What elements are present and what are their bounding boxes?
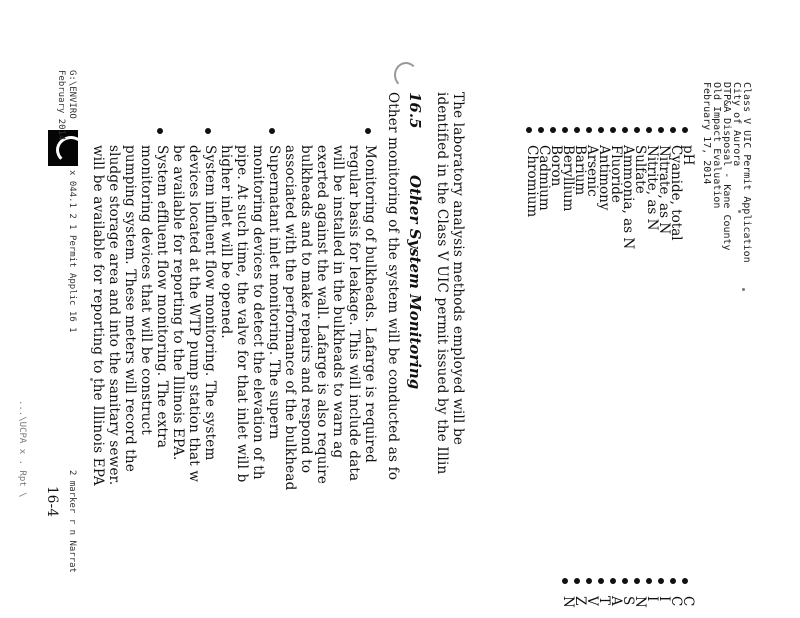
header-line: Old Impact Evaluation	[711, 82, 722, 209]
bullet-icon	[610, 127, 616, 133]
parameter-item: C	[680, 596, 696, 607]
bullet-icon	[622, 127, 628, 133]
bullet-icon	[550, 127, 556, 133]
section-intro: Other monitoring of the system will be conducted as fo	[385, 92, 401, 481]
paragraph-line: will be installed in the bulkheads to warn ag	[330, 145, 346, 459]
paragraph-line: pipe. At such time, the valve for that inlet will b	[234, 145, 250, 483]
parameter-item: Sulfate	[632, 145, 648, 194]
paragraph-line: associated with the performance of the bulkhead	[282, 145, 298, 491]
bullet-icon	[574, 578, 580, 584]
page-number: 16-4	[44, 486, 60, 518]
bullet-icon	[562, 578, 568, 584]
parameter-item: Antimony	[596, 145, 612, 211]
parameter-item: S	[620, 596, 636, 606]
bullet-icon	[634, 127, 640, 133]
header-line: February 17, 2014	[701, 82, 712, 185]
paragraph-line: sludge storage area and into the sanitary sewer.	[106, 145, 122, 486]
bullet-icon	[269, 128, 275, 134]
bullet-icon	[634, 578, 640, 584]
parameter-item: Ammonia, as N	[620, 145, 636, 250]
parameter-item: A	[608, 596, 624, 606]
parameter-item: I	[656, 596, 672, 602]
parameter-item: Arsenic	[584, 145, 600, 197]
paragraph-line: be available for reporting to the Illinois EPA.	[170, 145, 186, 461]
bullet-icon	[658, 127, 664, 133]
parameter-item: Barium	[572, 145, 588, 196]
margin-note: ...\UCPA x . Rpt \	[17, 400, 27, 498]
intro-line: identified in the Class V UIC permit issued by the Illin	[434, 92, 450, 475]
bullet-icon	[670, 578, 676, 584]
header-line: Class V UIC Permit Application	[741, 82, 752, 263]
parameter-item: Chromium	[524, 145, 540, 218]
bullet-icon	[682, 127, 688, 133]
bullet-icon	[574, 127, 580, 133]
bullet-icon	[646, 127, 652, 133]
bullet-icon	[205, 128, 211, 134]
bullet-icon	[365, 128, 371, 134]
bullet-icon	[670, 127, 676, 133]
section-title: Other System Monitoring	[406, 175, 424, 390]
paragraph-line: higher inlet will be opened.	[218, 145, 234, 339]
bullet-icon	[598, 127, 604, 133]
parameter-item: Z	[572, 596, 588, 606]
bullet-icon	[598, 578, 604, 584]
bullet-icon	[586, 127, 592, 133]
paragraph-line: Supernatant inlet monitoring. The supern	[266, 145, 282, 440]
parameter-item: I	[644, 596, 660, 602]
header-line: DTP&A Disposal - Kane County	[721, 82, 732, 251]
parameter-item: pH	[680, 145, 696, 166]
parameter-item: N	[632, 596, 648, 608]
paragraph-line: exerted against the wall. Lafarge is also require	[314, 145, 330, 485]
header-line: City of Aurora	[731, 82, 742, 167]
paragraph-line: will be available for reporting to the Illinois EPA	[90, 145, 106, 486]
bullet-icon	[658, 578, 664, 584]
bullet-icon	[622, 578, 628, 584]
parameter-item: Cadmium	[536, 145, 552, 211]
bullet-icon	[586, 578, 592, 584]
parameter-item: Boron	[548, 145, 564, 187]
parameter-item: C	[668, 596, 684, 607]
parameter-item: Cyanide, total	[668, 145, 684, 241]
intro-line: The laboratory analysis methods employed will be	[450, 92, 466, 446]
bullet-icon	[610, 578, 616, 584]
parameter-item: N	[560, 596, 576, 608]
paragraph-line: pumping system. These meters will record the	[122, 145, 138, 473]
footer-date: February 2014	[56, 70, 66, 141]
paragraph-line: bulkheads and to make repairs and respond to	[298, 145, 314, 474]
footer-path: G:\ENVIRO	[67, 70, 77, 119]
paragraph-line: devices located at the WTP pump station that w	[186, 145, 202, 483]
footer-file-info: x 044.1 2 1 Permit Applic 16 1	[67, 170, 77, 333]
paragraph-line: regular basis for leakage. This will include data	[346, 145, 362, 482]
paragraph-line: Monitoring of bulkheads. Lafarge is required	[362, 145, 378, 464]
parameter-item: Fluoride	[608, 145, 624, 203]
footer-marker: 2 marker r n Narrat	[67, 470, 77, 573]
bullet-icon	[646, 578, 652, 584]
parameter-item: V	[584, 596, 600, 606]
bullet-icon	[157, 128, 163, 134]
paragraph-line: System effluent flow monitoring. The extra	[154, 145, 170, 449]
parameter-item: Nitrite, as N	[644, 145, 660, 231]
paragraph-line: monitoring devices to detect the elevation of th	[250, 145, 266, 480]
bullet-icon	[562, 127, 568, 133]
paragraph-line: System influent flow monitoring. The system	[202, 145, 218, 461]
parameter-item: T	[596, 596, 612, 606]
bullet-icon	[682, 578, 688, 584]
section-number: 16.5	[406, 92, 424, 129]
parameter-item: Beryllium	[560, 145, 576, 212]
parameter-item: Nitrate, as N	[656, 145, 672, 235]
bullet-icon	[526, 127, 532, 133]
bullet-icon	[538, 127, 544, 133]
paragraph-line: monitoring devices that will be construct	[138, 145, 154, 435]
